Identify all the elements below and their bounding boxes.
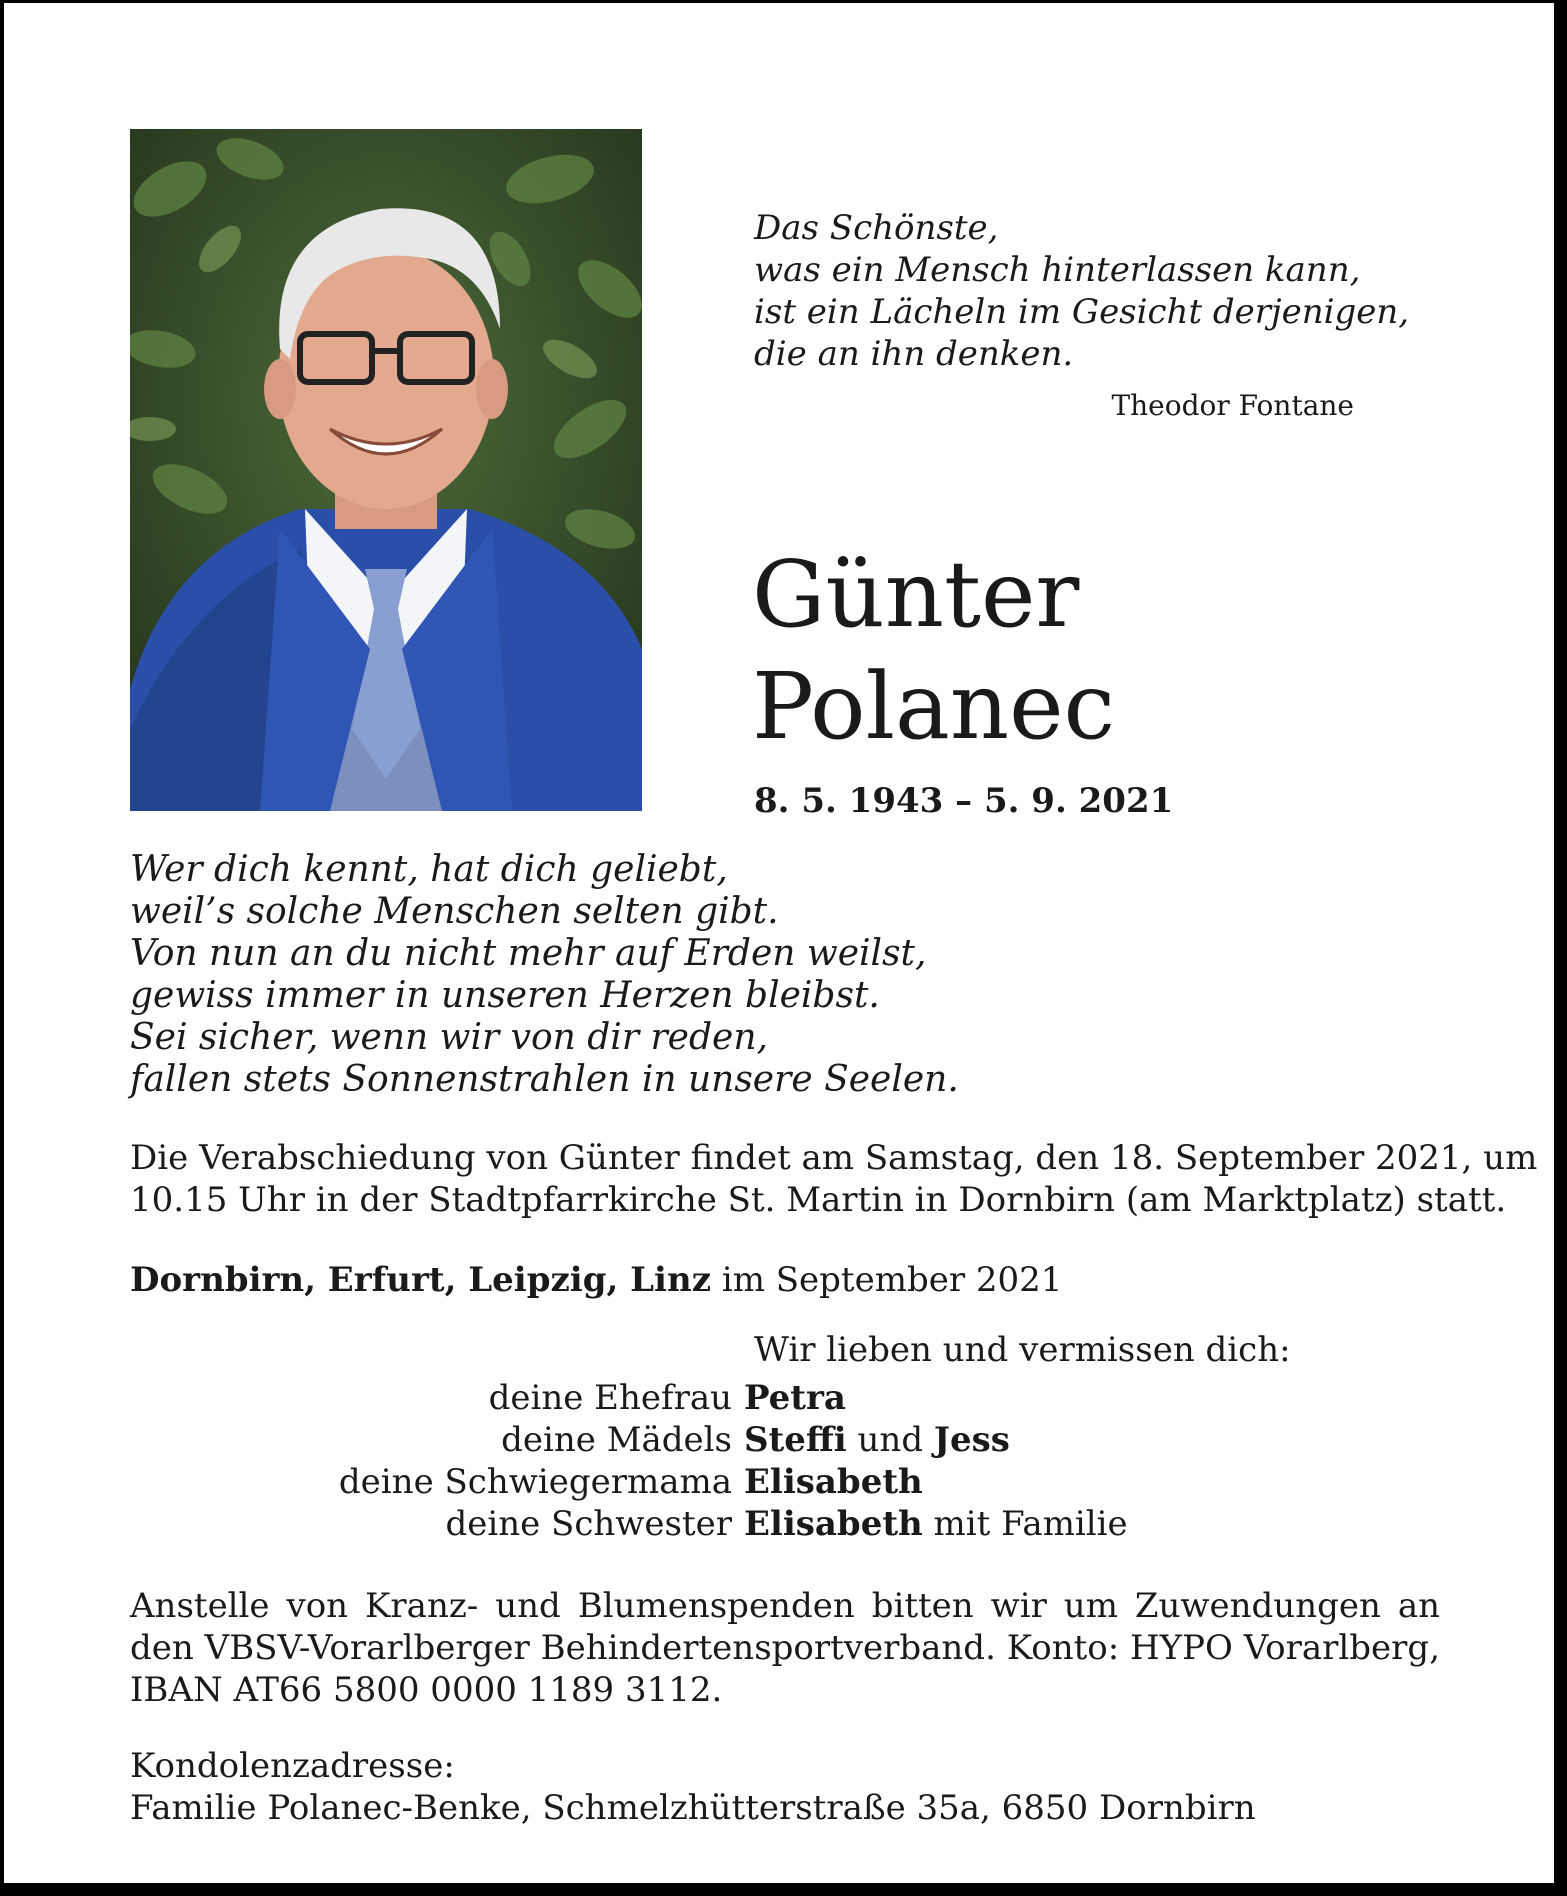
family-names: [744, 1377, 846, 1419]
poem-line: gewiss immer in unseren Herzen bleibst.: [130, 975, 880, 1016]
family-row: [130, 1503, 1230, 1545]
family-row: [130, 1377, 1230, 1419]
last-name: Polanec: [752, 653, 1116, 760]
donation-request: [130, 1585, 1440, 1711]
condolence-address: [130, 1745, 1256, 1829]
quote-line: die an ihn denken.: [754, 334, 1074, 374]
obituary-page: [4, 3, 1554, 1883]
family-relation: deine Ehefrau: [488, 1378, 732, 1418]
donation-line: IBAN AT66 5800 0000 1189 3112.: [130, 1670, 723, 1710]
poem-line: Wer dich kennt, hat dich geliebt,: [130, 849, 728, 890]
poem-line: fallen stets Sonnenstrahlen in unsere Seelen.: [130, 1059, 959, 1100]
farewell-line: Die Verabschiedung von Günter findet am Samstag, den 18. September 2021, um: [130, 1138, 1538, 1178]
portrait-photo: [130, 129, 642, 811]
places-cities: Dornbirn, Erfurt, Leipzig, Linz: [130, 1260, 712, 1300]
memorial-poem: [130, 849, 959, 1101]
deceased-name: [752, 539, 1115, 763]
family-relation: deine Schwiegermama: [338, 1462, 732, 1502]
family-name: Steffi: [744, 1420, 847, 1460]
poem-line: Sei sicher, wenn wir von dir reden,: [130, 1017, 768, 1058]
quote-line: Das Schönste,: [754, 208, 999, 248]
family-relation: deine Mädels: [501, 1420, 732, 1460]
family-names: [744, 1503, 1128, 1545]
quote-line: was ein Mensch hinterlassen kann,: [754, 250, 1361, 290]
family-suffix: mit Familie: [922, 1504, 1128, 1544]
fontane-quote: [754, 207, 1409, 375]
farewell-announcement: [130, 1137, 1537, 1221]
family-name: Elisabeth: [744, 1504, 923, 1544]
quote-line: ist ein Lächeln im Gesicht derjenigen,: [754, 292, 1410, 332]
farewell-line: 10.15 Uhr in der Stadtpfarrkirche St. Martin in Dornbirn (am Marktplatz) statt.: [130, 1180, 1507, 1220]
condolence-label: Kondolenzadresse:: [130, 1746, 455, 1786]
family-name: Jess: [933, 1420, 1010, 1460]
poem-line: Von nun an du nicht mehr auf Erden weilst,: [130, 933, 927, 974]
portrait-illustration: [130, 129, 642, 811]
places-date: [130, 1259, 1062, 1301]
donation-line: den VBSV-Vorarlberger Behindertensportverband. Konto: HYPO Vorarlberg,: [130, 1628, 1440, 1668]
places-month: im September 2021: [711, 1260, 1063, 1300]
family-name: Petra: [744, 1378, 846, 1418]
condolence-text: Familie Polanec-Benke, Schmelzhütterstraße 35a, 6850 Dornbirn: [130, 1788, 1256, 1828]
family-names: [744, 1419, 1010, 1461]
family-row: [130, 1419, 1230, 1461]
poem-line: weil’s solche Menschen selten gibt.: [130, 891, 779, 932]
family-list: [130, 1377, 1230, 1545]
life-dates: 8. 5. 1943 – 5. 9. 2021: [754, 781, 1174, 821]
family-relation: deine Schwester: [445, 1504, 732, 1544]
donation-line: Anstelle von Kranz- und Blumenspenden bitten wir um Zuwendungen an: [130, 1586, 1440, 1626]
family-joiner: und: [846, 1420, 934, 1460]
family-row: [130, 1461, 1230, 1503]
family-name: Elisabeth: [744, 1462, 923, 1502]
family-names: [744, 1461, 923, 1503]
family-intro: Wir lieben und vermissen dich:: [754, 1330, 1291, 1370]
first-name: Günter: [752, 541, 1080, 648]
quote-author: Theodor Fontane: [1111, 389, 1354, 422]
